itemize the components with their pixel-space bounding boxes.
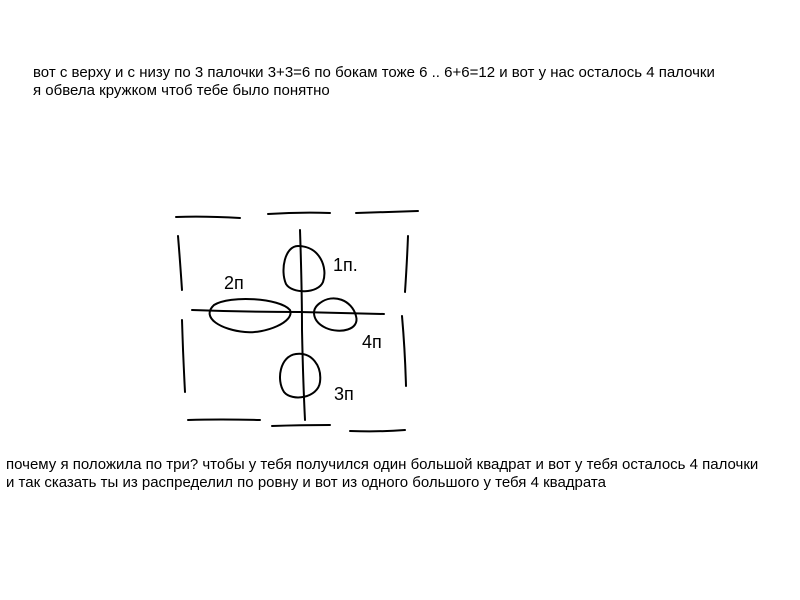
bottom-note <box>6 456 758 492</box>
bottom-stick-right <box>350 430 405 431</box>
left-stick-bottom <box>182 320 185 392</box>
center-vertical-stick <box>300 230 305 420</box>
right-stick-bottom <box>402 316 406 386</box>
bottom-note-line-2: и так сказать ты из распределил по ровну и вот из одного большого у тебя 4 квадрата <box>6 474 606 491</box>
right-stick-top <box>405 236 408 292</box>
label-stick-2: 2п <box>224 273 244 293</box>
top-stick-right <box>356 211 418 213</box>
top-stick-left <box>176 217 240 218</box>
label-stick-1: 1п. <box>333 255 358 275</box>
circle-stick-3 <box>280 354 320 398</box>
label-stick-3: 3п <box>334 384 354 404</box>
left-stick-top <box>178 236 182 290</box>
top-stick-middle <box>268 213 330 214</box>
circle-stick-2 <box>210 299 291 332</box>
bottom-stick-left <box>188 420 260 421</box>
bottom-stick-middle <box>272 425 330 426</box>
top-note-line-1: вот с верху и с низу по 3 палочки 3+3=6 по бокам тоже 6 .. 6+6=12 и вот у нас осталось 4 палочки <box>33 64 715 81</box>
circle-stick-4 <box>314 298 356 330</box>
top-note-line-2: я обвела кружком чтоб тебе было понятно <box>33 82 330 99</box>
bottom-note-line-1: почему я положила по три? чтобы у тебя получился один большой квадрат и вот у тебя осталось 4 палочки <box>6 456 759 473</box>
label-stick-4: 4п <box>362 332 382 352</box>
circle-stick-1 <box>283 246 324 291</box>
